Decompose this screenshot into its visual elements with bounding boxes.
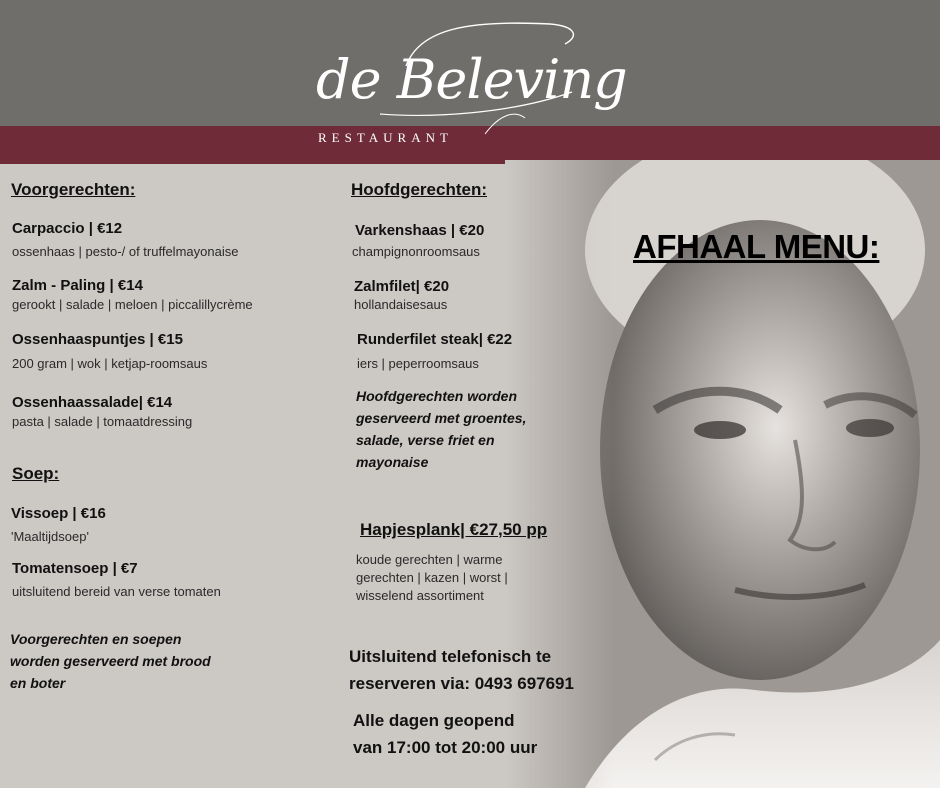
dish-desc: champignonroomsaus [352,244,480,259]
starters-title: Voorgerechten: [11,180,136,199]
takeaway-banner: AFHAAL MENU: [633,228,880,265]
dish-ossenhaassalade: Ossenhaassalade| €14 [12,394,173,411]
dish-zalmfilet: Zalmfilet| €20 [354,278,450,295]
dish-desc: pasta | salade | tomaatdressing [12,414,193,429]
platter-title: Hapjesplank| €27,50 pp [360,520,548,539]
dish-vissoep: Vissoep | €16 [11,505,106,522]
logo-subtitle: RESTAURANT [318,130,453,145]
dish-desc: gerookt | salade | meloen | piccalillycrème [12,297,253,312]
dish-desc: 'Maaltijdsoep' [11,529,89,544]
dish-carpaccio: Carpaccio | €12 [12,220,123,237]
soups-title: Soep: [12,464,60,483]
mains-note: Hoofdgerechten worden geserveerd met groentes, salade, verse friet en mayonaise [356,388,527,470]
dish-runderfilet: Runderfilet steak| €22 [357,331,513,348]
dish-varkenshaas: Varkenshaas | €20 [355,222,485,239]
dish-desc: ossenhaas | pesto-/ of truffelmayonaise [12,244,239,259]
dish-ossenhaaspuntjes: Ossenhaaspuntjes | €15 [12,331,183,348]
dish-zalm-paling: Zalm - Paling | €14 [12,277,143,294]
dish-desc: 200 gram | wok | ketjap-roomsaus [12,356,208,371]
platter-desc: koude gerechten | warme gerechten | kazen | worst | wisselend assortiment [356,552,508,603]
dish-desc: uitsluitend bereid van verse tomaten [12,584,221,599]
dish-tomatensoep: Tomatensoep | €7 [12,560,138,577]
dish-desc: hollandaisesaus [354,297,448,312]
restaurant-logo [310,18,627,146]
mains-title: Hoofdgerechten: [351,180,487,199]
dish-desc: iers | peperroomsaus [357,356,479,371]
reservation-info: Uitsluitend telefonisch te reserveren via: 0493 697691 [349,647,574,693]
starters-note: Voorgerechten en soepen worden geserveerd met brood en boter [10,631,211,691]
opening-hours: Alle dagen geopend van 17:00 tot 20:00 uur [353,711,538,757]
logo-wordmark: de Beleving [316,48,627,111]
